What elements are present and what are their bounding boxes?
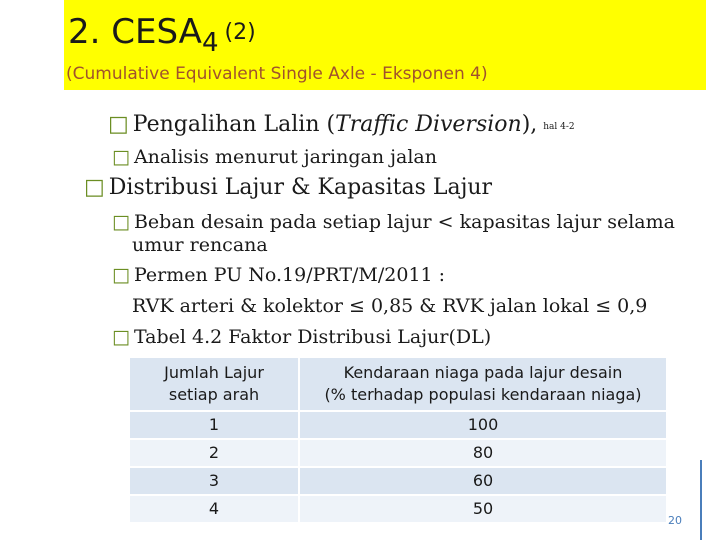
bullet-icon: □	[112, 211, 130, 233]
page-number: 20	[668, 514, 682, 527]
item-text: Distribusi Lajur & Kapasitas Lajur	[108, 175, 493, 200]
bullet-icon: □	[108, 112, 129, 137]
table-header-row	[130, 358, 666, 411]
table-row	[130, 495, 666, 523]
sub-item-text: Tabel 4.2 Faktor Distribusi Lajur(DL)	[133, 326, 492, 348]
bullet-item-traffic-diversion	[108, 112, 575, 137]
title-suffix: (2)	[224, 20, 256, 45]
cell-lanes: 3	[130, 467, 299, 495]
page-reference: hal 4-2	[543, 122, 575, 132]
sub-bullet-network-analysis	[112, 146, 437, 168]
item-text: Pengalihan Lalin (	[132, 112, 336, 137]
cell-percent: 60	[299, 467, 666, 495]
item-text-end: ),	[521, 112, 538, 137]
header-lanes	[130, 358, 299, 411]
table-row	[130, 439, 666, 467]
bullet-icon: □	[84, 175, 105, 200]
header-commercial-line1: Kendaraan niaga pada lajur desain	[343, 363, 623, 382]
title-main: 2. CESA	[68, 12, 202, 52]
cell-lanes: 1	[130, 411, 299, 439]
slide-subtitle: (Cumulative Equivalent Single Axle - Eksponen 4)	[66, 64, 488, 84]
item-italic-text: Traffic Diversion	[335, 112, 522, 137]
slide-title	[68, 12, 256, 63]
cell-percent: 80	[299, 439, 666, 467]
table-row	[130, 411, 666, 439]
header-commercial-line2: (% terhadap populasi kendaraan niaga)	[324, 385, 642, 404]
sub-bullet-table-ref	[112, 326, 491, 348]
bullet-icon: □	[112, 146, 130, 168]
header-lanes-line2: setiap arah	[168, 385, 260, 404]
cell-lanes: 2	[130, 439, 299, 467]
sub-item-text: Beban desain pada setiap lajur < kapasitas lajur selama	[133, 211, 675, 233]
cell-percent: 100	[299, 411, 666, 439]
sub-bullet-permen	[112, 264, 445, 286]
header-commercial-vehicles	[299, 358, 666, 411]
bullet-icon: □	[112, 326, 130, 348]
sub-bullet-design-load	[112, 211, 675, 233]
sub-item-text: Permen PU No.19/PRT/M/2011 :	[133, 264, 446, 286]
bullet-item-lane-distribution	[84, 175, 492, 200]
sub-bullet-permen-cont: RVK arteri & kolektor ≤ 0,85 & RVK jalan lokal ≤ 0,9	[132, 295, 648, 317]
table-row	[130, 467, 666, 495]
cell-percent: 50	[299, 495, 666, 523]
corner-decoration-line	[700, 460, 702, 540]
title-subscript: 4	[201, 28, 219, 58]
sub-item-text: Analisis menurut jaringan jalan	[133, 146, 437, 168]
lane-distribution-table	[130, 358, 666, 524]
header-lanes-line1: Jumlah Lajur	[164, 363, 264, 382]
bullet-icon: □	[112, 264, 130, 286]
sub-bullet-design-load-cont: umur rencana	[132, 234, 268, 256]
cell-lanes: 4	[130, 495, 299, 523]
